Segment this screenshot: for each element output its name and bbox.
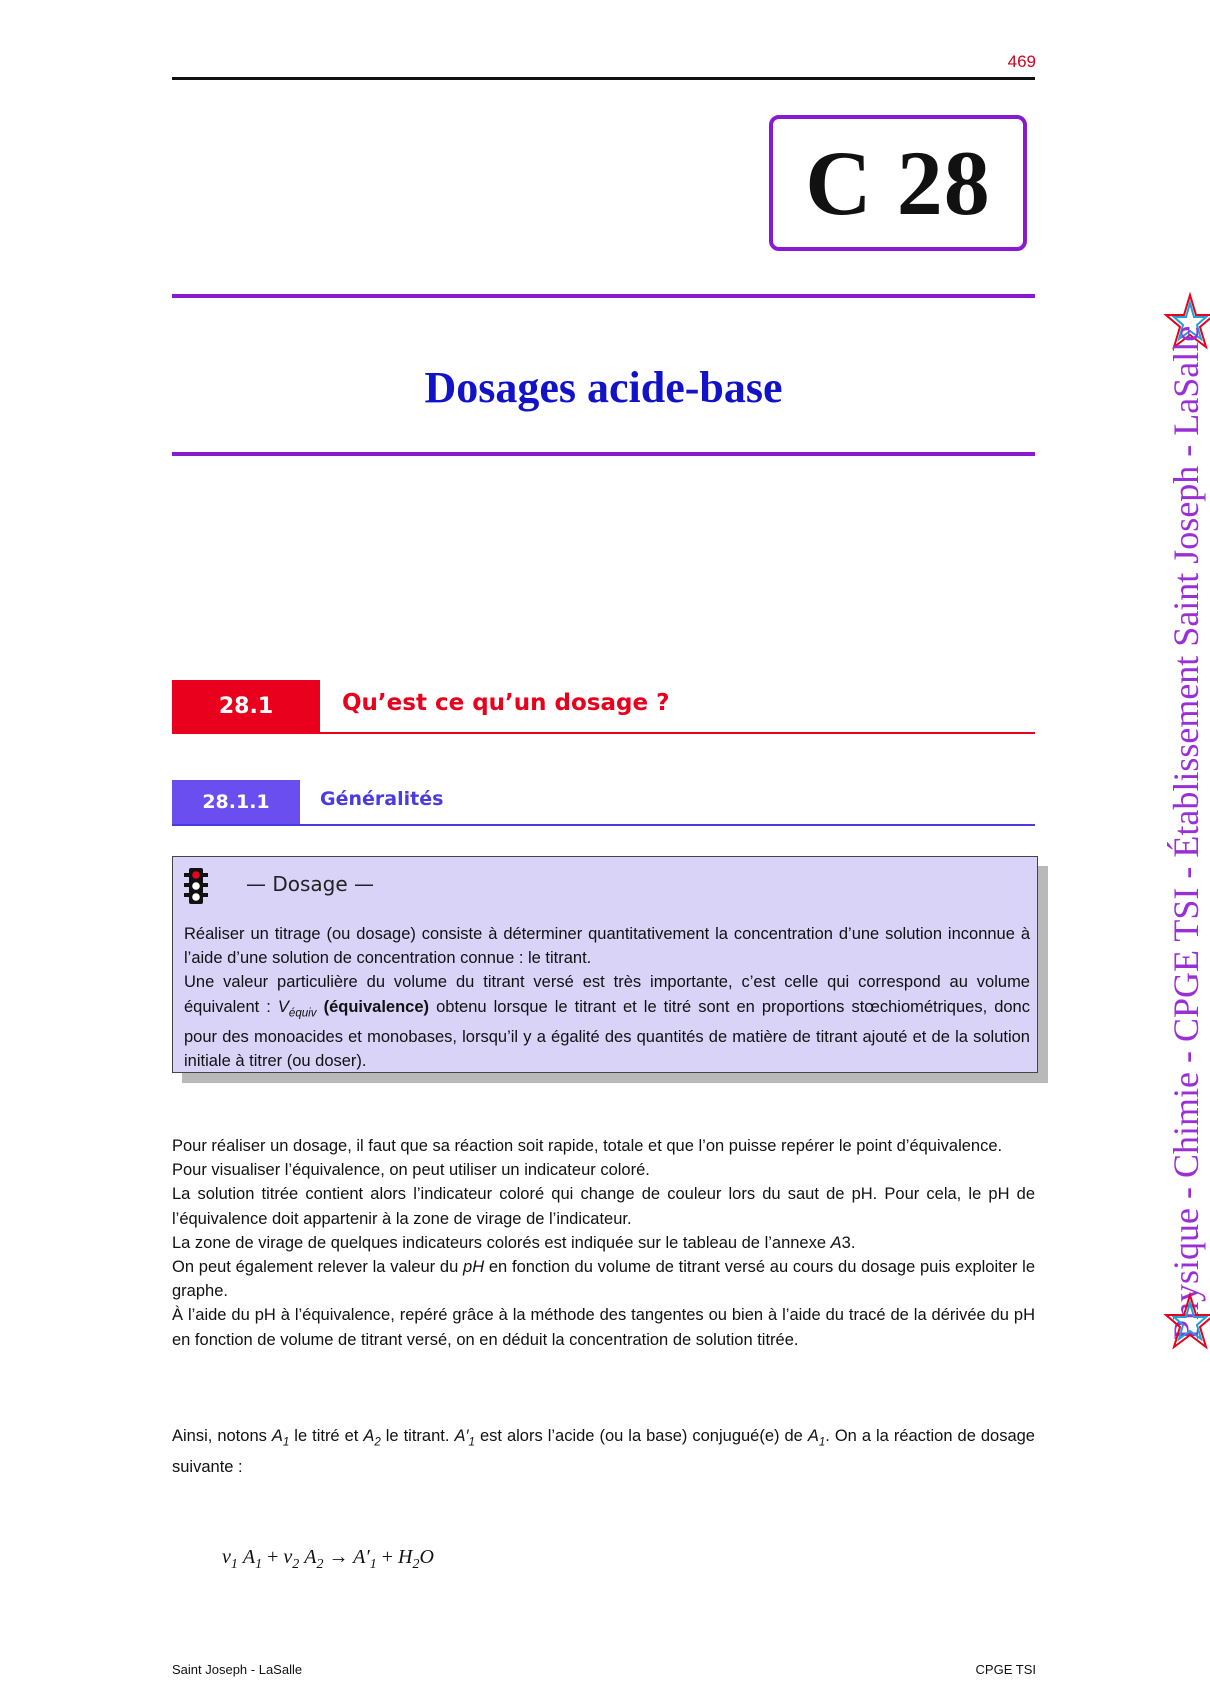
body-paragraph xyxy=(172,1255,1035,1303)
chapter-label: C 28 xyxy=(805,132,991,234)
chapter-box xyxy=(769,115,1027,251)
intro-t4: est alors l’acide (ou la base) conjugué(e) de xyxy=(474,1427,808,1445)
title-rule-top xyxy=(172,294,1035,298)
definition-paragraph-2 xyxy=(184,970,1030,1073)
subsection-title: Généralités xyxy=(320,788,444,810)
subsection-rule xyxy=(172,824,1035,826)
p4-pre: La zone de virage de quelques indicateurs colorés est indiquée sur le tableau de l’annexe xyxy=(172,1233,831,1252)
definition-text xyxy=(184,922,1030,1074)
intro-t5: . On a la réaction de dosage suivante : xyxy=(172,1427,1035,1476)
body-paragraph: La solution titrée contient alors l’indicateur coloré qui change de couleur lors du saut de pH. Pour cela, le pH de l’équivalence doit appartenir à la zone de virage de l’indicateur. xyxy=(172,1185,1035,1228)
section-rule xyxy=(172,732,1035,734)
intro-t1: Ainsi, notons xyxy=(172,1427,272,1445)
side-banner xyxy=(1166,295,1210,1375)
body-paragraph: Pour visualiser l’équivalence, on peut utiliser un indicateur coloré. xyxy=(172,1161,650,1180)
p5-pre: On peut également relever la valeur du xyxy=(172,1258,464,1277)
p4-post: 3. xyxy=(841,1233,856,1252)
footer-right: CPGE TSI xyxy=(975,1662,1036,1677)
body-paragraph xyxy=(172,1231,1035,1255)
intro-paragraph xyxy=(172,1424,1035,1479)
chapter-title: Dosages acide-base xyxy=(424,363,783,412)
definition-paragraph-1: Réaliser un titrage (ou dosage) consiste à déterminer quantitativement la concentration d’une solution inconnue à l’aide d’une solution de concentration connue : le titrant. xyxy=(184,925,1030,968)
body-paragraph: À l’aide du pH à l’équivalence, repéré grâce à la méthode des tangentes ou bien à l’aide du tracé de la dérivée du pH en fonction de volume de titrant versé, on en déduit la concentration de solution titrée. xyxy=(172,1306,1035,1349)
p5-post: en fonction du volume de titrant versé au cours du dosage puis exploiter le graphe. xyxy=(172,1258,1035,1301)
math-a1-prime: $A'_1$ xyxy=(454,1427,475,1449)
v-subscript: équiv xyxy=(288,1006,317,1019)
intro-text xyxy=(172,1424,1035,1479)
intro-t2: le titré et xyxy=(289,1427,364,1445)
definition-p2-post: obtenu lorsque le titrant et le titré sont en proportions stœchiométriques, donc pour des monoacides et monobases, lorsqu’il y a égalité des quantités de matière de titrant ajouté et de la solution initiale à titrer (ou doser). xyxy=(184,997,1030,1071)
footer-left: Saint Joseph - LaSalle xyxy=(172,1662,303,1677)
intro-t3: le titrant. xyxy=(380,1427,455,1445)
ph-variable: pH xyxy=(463,1258,485,1277)
body-paragraph: Pour réaliser un dosage, il faut que sa réaction soit rapide, totale et que l’on puisse repérer le point d’équivalence. xyxy=(172,1137,1003,1155)
definition-title: — Dosage — xyxy=(246,872,375,896)
v-equiv-symbol xyxy=(277,997,317,1019)
subsection-number: 28.1.1 xyxy=(172,780,300,824)
reaction-equation: $\nu_1$ $A_1 + \nu_2$ $A_2 \to A'_1 + H_2O$ xyxy=(222,1546,434,1572)
section-title: Qu’est ce qu’un dosage ? xyxy=(342,690,670,716)
annex-ref: A xyxy=(830,1233,842,1252)
equivalence-term: (équivalence) xyxy=(323,997,430,1016)
definition-p2-pre: Une valeur particulière du volume du titrant versé est très importante, c’est celle qui correspond au volume équivalent : xyxy=(184,973,1030,1016)
v-symbol: V xyxy=(277,997,289,1016)
math-a1: $A_1$ xyxy=(271,1427,290,1449)
traffic-light-icon xyxy=(184,868,208,904)
body-text xyxy=(172,1134,1035,1352)
section-number: 28.1 xyxy=(172,680,320,732)
top-rule xyxy=(172,77,1035,80)
math-a1: $A_1$ xyxy=(807,1427,826,1449)
side-banner-text: Physique - Chimie - CPGE TSI - Établissement Saint Joseph - LaSalle xyxy=(1166,325,1206,1340)
title-rule-bottom xyxy=(172,452,1035,456)
math-a2: $A_2$ xyxy=(363,1427,381,1449)
page-number: 469 xyxy=(1007,52,1036,71)
